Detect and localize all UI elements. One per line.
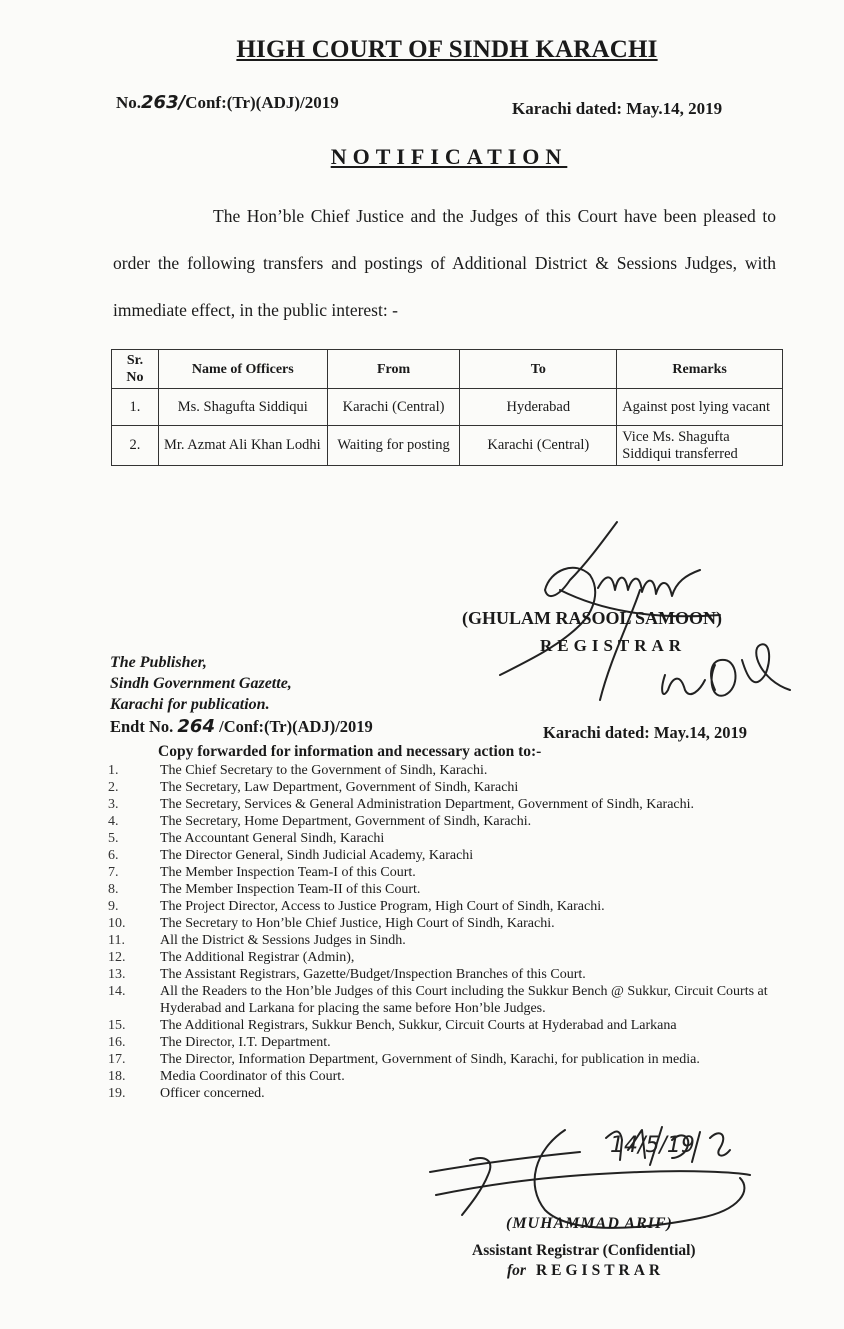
- signature-date-handwritten: 14/5/19: [610, 1133, 695, 1158]
- col-header-remarks: Remarks: [617, 350, 783, 389]
- publisher-line-2: Sindh Government Gazette,: [110, 675, 292, 692]
- signatory-role: REGISTRAR: [540, 636, 687, 655]
- list-item-number: 10.: [108, 916, 126, 931]
- list-item: [104, 898, 774, 915]
- notification-body-text: The Hon’ble Chief Justice and the Judges of this Court have been pleased to order the following transfers and postings of Additional District & Sessions Judges, with immediate effect, in the public interest: -: [113, 206, 776, 320]
- cell-from: Waiting for posting: [327, 426, 460, 466]
- list-item-text: The Project Director, Access to Justice Program, High Court of Sindh, Karachi.: [160, 899, 605, 914]
- for-label: for: [507, 1262, 526, 1279]
- list-item-number: 7.: [108, 865, 119, 880]
- list-item: [104, 1068, 774, 1085]
- list-item-text: The Member Inspection Team-II of this Court.: [160, 882, 421, 897]
- list-item: [104, 1017, 774, 1034]
- list-item: [104, 1034, 774, 1051]
- list-item-text: The Secretary to Hon’ble Chief Justice, High Court of Sindh, Karachi.: [160, 916, 555, 931]
- cell-to: Hyderabad: [460, 389, 617, 426]
- list-item-number: 8.: [108, 882, 119, 897]
- copy-forwarded-heading: Copy forwarded for information and necessary action to:-: [158, 743, 542, 760]
- cell-name: Ms. Shagufta Siddiqui: [158, 389, 327, 426]
- list-item-text: The Assistant Registrars, Gazette/Budget/Inspection Branches of this Court.: [160, 967, 586, 982]
- list-item-text: The Secretary, Services & General Administration Department, Government of Sindh, Karachi.: [160, 797, 695, 812]
- signatory-name: (GHULAM RASOOL SAMOON): [462, 608, 723, 628]
- list-item-text: Officer concerned.: [160, 1086, 265, 1101]
- for-registrar-role: REGISTRAR: [535, 1262, 665, 1279]
- list-item-text: All the District & Sessions Judges in Sindh.: [160, 933, 406, 948]
- list-item: [104, 881, 774, 898]
- list-item-text: The Secretary, Law Department, Government of Sindh, Karachi: [160, 780, 519, 795]
- list-item: [104, 915, 774, 932]
- cell-remarks: Against post lying vacant: [617, 389, 783, 426]
- list-item: [104, 932, 774, 949]
- list-item-number: 12.: [108, 950, 126, 965]
- ref-suffix: Conf:(Tr)(ADJ)/2019: [185, 93, 339, 112]
- col-header-to: To: [460, 350, 617, 389]
- notification-heading: NOTIFICATION: [330, 144, 568, 169]
- list-item-text: Media Coordinator of this Court.: [160, 1069, 345, 1084]
- cell-sr: 1.: [112, 389, 159, 426]
- reference-number: No.263/Conf:(Tr)(ADJ)/2019: [116, 92, 339, 113]
- col-header-sr: Sr. No: [112, 350, 159, 389]
- list-item-number: 16.: [108, 1035, 126, 1050]
- endt-suffix: /Conf:(Tr)(ADJ)/2019: [219, 717, 373, 736]
- list-item-text: The Director, I.T. Department.: [160, 1035, 331, 1050]
- list-item: [104, 1085, 774, 1102]
- list-item: [104, 796, 774, 813]
- list-item-number: 18.: [108, 1069, 126, 1084]
- list-item-number: 14.: [108, 984, 126, 999]
- list-item-text: The Director General, Sindh Judicial Academy, Karachi: [160, 848, 474, 863]
- court-title: HIGH COURT OF SINDH KARACHI: [236, 36, 658, 63]
- list-item: [104, 779, 774, 796]
- list-item: [104, 830, 774, 847]
- list-item-number: 17.: [108, 1052, 126, 1067]
- list-item: [104, 813, 774, 830]
- endt-handwritten-number: 264: [177, 716, 215, 737]
- list-item-number: 11.: [108, 933, 125, 948]
- endorsement-number: [110, 716, 373, 737]
- list-item-text: The Director, Information Department, Government of Sindh, Karachi, for publication in media.: [160, 1052, 700, 1067]
- endorsement-date: Karachi dated: May.14, 2019: [543, 723, 747, 742]
- publisher-address: [110, 652, 292, 715]
- list-item: [104, 983, 774, 1017]
- ref-handwritten-number: 263: [141, 92, 179, 113]
- list-item-number: 13.: [108, 967, 126, 982]
- list-item-number: 19.: [108, 1086, 126, 1101]
- list-item-text: The Additional Registrars, Sukkur Bench, Sukkur, Circuit Courts at Hyderabad and Larkana: [160, 1018, 677, 1033]
- list-item-text: The Chief Secretary to the Government of Sindh, Karachi.: [160, 763, 488, 778]
- list-item: [104, 1051, 774, 1068]
- publisher-line-3: Karachi for publication.: [110, 696, 270, 713]
- copy-recipient-list: [104, 762, 774, 1102]
- list-item-text: The Additional Registrar (Admin),: [160, 950, 355, 965]
- list-item: [104, 966, 774, 983]
- col-header-from: From: [327, 350, 460, 389]
- list-item: [104, 949, 774, 966]
- list-item-number: 6.: [108, 848, 119, 863]
- col-header-name: Name of Officers: [158, 350, 327, 389]
- list-item: [104, 762, 774, 779]
- list-item-number: 3.: [108, 797, 119, 812]
- cell-remarks: Vice Ms. Shagufta Siddiqui transferred: [617, 426, 783, 466]
- cell-sr: 2.: [112, 426, 159, 466]
- list-item-text: The Secretary, Home Department, Government of Sindh, Karachi.: [160, 814, 532, 829]
- ref-prefix: No.: [116, 93, 142, 112]
- cell-to: Karachi (Central): [460, 426, 617, 466]
- assistant-registrar-name: (MUHAMMAD ARIF): [506, 1215, 673, 1232]
- list-item-number: 4.: [108, 814, 119, 829]
- list-item: [104, 864, 774, 881]
- publisher-line-1: The Publisher,: [110, 654, 207, 671]
- list-item-number: 2.: [108, 780, 119, 795]
- for-registrar-line: [507, 1262, 664, 1280]
- list-item-number: 15.: [108, 1018, 126, 1033]
- list-item-number: 5.: [108, 831, 119, 846]
- list-item-text: All the Readers to the Hon’ble Judges of this Court including the Sukkur Bench @ Sukkur, Circuit Courts at Hyderabad and Larkana for placing the same before Hon’ble Judges.: [160, 984, 768, 1016]
- cell-name: Mr. Azmat Ali Khan Lodhi: [158, 426, 327, 466]
- assistant-registrar-signature: [430, 1127, 750, 1228]
- endt-prefix: Endt No.: [110, 717, 174, 736]
- list-item-number: 1.: [108, 763, 119, 778]
- list-item-text: The Member Inspection Team-I of this Court.: [160, 865, 416, 880]
- notification-date: Karachi dated: May.14, 2019: [512, 99, 723, 118]
- list-item-text: The Accountant General Sindh, Karachi: [160, 831, 385, 846]
- cell-from: Karachi (Central): [327, 389, 460, 426]
- list-item: [104, 847, 774, 864]
- list-item-number: 9.: [108, 899, 119, 914]
- assistant-registrar-designation: Assistant Registrar (Confidential): [472, 1242, 696, 1259]
